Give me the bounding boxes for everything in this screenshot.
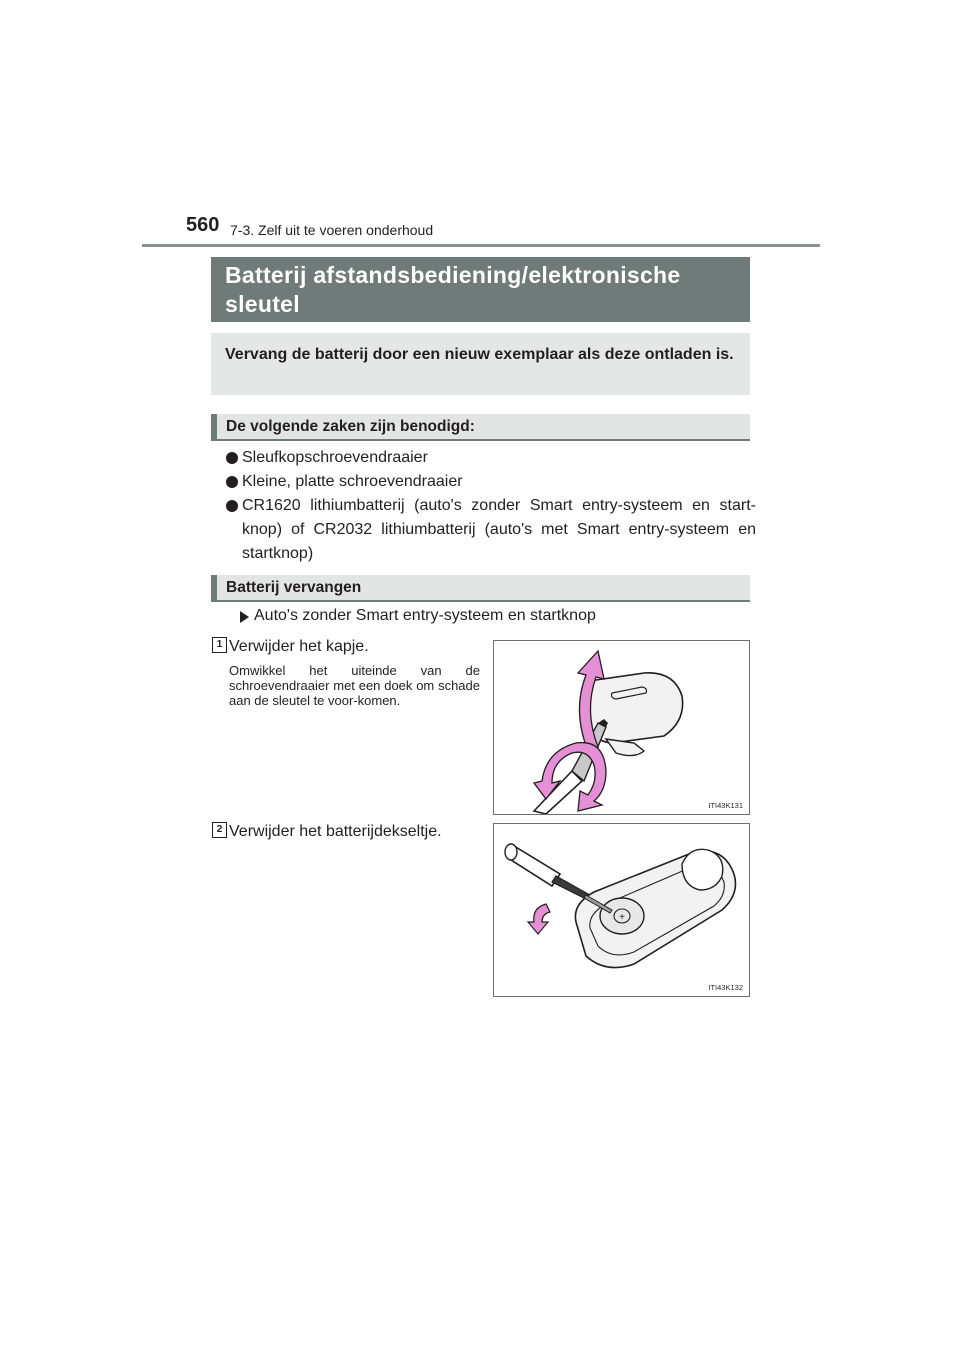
step2-figure — [493, 823, 750, 997]
page-title: Batterij afstandsbediening/elektronische sleutel — [225, 262, 681, 317]
header-rule — [142, 244, 820, 247]
step-text: Verwijder het batterijdekseltje. — [229, 823, 442, 840]
bullet-icon — [226, 452, 238, 464]
variant-text: Auto's zonder Smart entry-systeem en startknop — [254, 607, 596, 624]
intro-text: Vervang de batterij door een nieuw exemplaar als deze ontladen is. — [225, 346, 734, 363]
list-item-text: CR1620 lithiumbatterij (auto's zonder Smart entry-systeem en start-knop) of CR2032 lithiumbatterij (auto's met Smart entry-systeem en startknop) — [242, 497, 756, 562]
intro-box — [211, 333, 750, 395]
needed-heading-bar — [211, 414, 750, 441]
figure-code: ITI43K131 — [708, 801, 743, 810]
bullet-icon — [226, 500, 238, 512]
step-note: Omwikkel het uiteinde van de schroevendraaier met een doek om schade aan de sleutel te voor-komen. — [229, 663, 480, 708]
figure-code: ITI43K132 — [708, 983, 743, 992]
list-item — [226, 446, 756, 470]
triangle-arrow-icon — [240, 611, 249, 623]
needed-heading: De volgende zaken zijn benodigd: — [226, 418, 475, 435]
key-cover-removal-illustration — [494, 641, 749, 814]
list-item-text: Sleufkopschroevendraaier — [242, 449, 428, 466]
list-item — [226, 494, 756, 566]
title-banner — [211, 257, 750, 322]
list-item — [226, 470, 756, 494]
svg-text:+: + — [619, 912, 625, 923]
variant-item — [240, 607, 596, 625]
section-header: 7-3. Zelf uit te voeren onderhoud — [230, 222, 434, 238]
replace-heading-bar — [211, 575, 750, 602]
list-item-text: Kleine, platte schroevendraaier — [242, 473, 463, 490]
step-number: 1 — [212, 637, 227, 653]
step-text: Verwijder het kapje. — [229, 638, 369, 655]
step1-figure — [493, 640, 750, 815]
bullet-icon — [226, 476, 238, 488]
step-number: 2 — [212, 822, 227, 838]
page-number: 560 — [186, 214, 220, 236]
replace-heading: Batterij vervangen — [226, 579, 362, 596]
battery-cover-removal-illustration — [494, 824, 749, 996]
